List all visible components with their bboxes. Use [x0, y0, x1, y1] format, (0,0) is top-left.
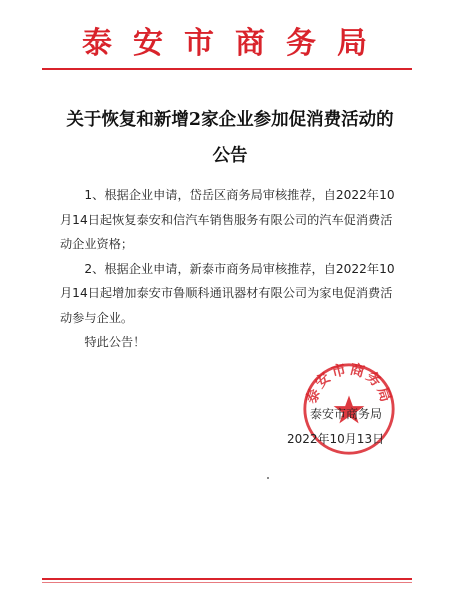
closing-line: 特此公告！ — [84, 335, 146, 349]
document-title-line-1: 关于恢复和新增2家企业参加促消费活动的 — [66, 110, 394, 130]
body-paragraph-1: 1、根据企业申请，岱岳区商务局审核推荐，自2022年10月14日起恢复泰安和信汽车销售服务有限公司的汽车促消费活动企业资格； — [60, 188, 395, 251]
signature-date: 2022年10月13日 — [287, 432, 385, 446]
document-title — [40, 102, 420, 174]
footer-red-rule — [42, 578, 412, 580]
body-paragraph-2: 2、根据企业申请，新泰市商务局审核推荐，自2022年10月14日起增加泰安市鲁顺科通讯器材有限公司为家电促消费活动参与企业。 — [60, 261, 395, 325]
document-title-line-2: 公告 — [212, 146, 248, 166]
letterhead-org-name: 泰安市商务局 — [82, 26, 388, 61]
scan-speck — [267, 477, 269, 479]
signature-org: 泰安市商务局 — [310, 407, 383, 421]
seal-text: 泰安市商务局 — [303, 361, 395, 406]
document-body — [60, 183, 400, 355]
footer-red-rule-thin — [42, 582, 412, 583]
letterhead-red-rule — [42, 68, 412, 70]
